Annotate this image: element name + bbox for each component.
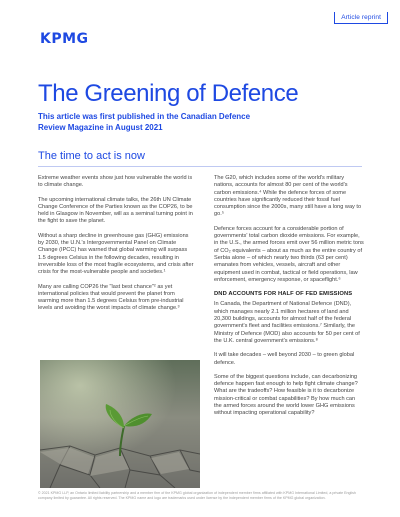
left-paragraph-1: Extreme weather events show just how vulnerable the world is to climate change. bbox=[38, 175, 193, 189]
kpmg-logo: KPMG bbox=[40, 31, 89, 47]
right-column-heading: DND ACCOUNTS FOR HALF OF FED EMISSIONS bbox=[214, 291, 353, 298]
right-paragraph-3: In Canada, the Department of National Defence (DND), which manages nearly 2.1 million hectares of land and 20,300 buildings, accounts for almost half of the federal government's fleet and facilities emissions.⁷ Similarly, the Ministry of Defence (MOD) also accounts for 50 per cent of the U.K. central government's emissions.⁸ bbox=[214, 301, 360, 344]
sprout-in-soil-photo bbox=[40, 360, 200, 488]
left-paragraph-2: The upcoming international climate talks, the 26th UN Climate Change Conference of the Parties known as the COP26, to be held in Glasgow in November, will as a seminal turning point in the fight to save the planet. bbox=[38, 196, 193, 225]
left-paragraph-4: Many are calling COP26 the "last best chance"² as yet international policies that would prevent the planet from warming more than 1.5 degrees Celsius from pre-industrial levels and avoiding the worst impacts of climate change.³ bbox=[38, 283, 184, 312]
legal-footnote: © 2021 KPMG LLP, an Ontario limited liability partnership and a member firm of the KPMG global organization of independent member firms affiliated with KPMG International Limited, a private English company limited by guarantee. All rights reserved. The KPMG name and logo are trademarks used under license by the independent member firms of the KPMG global organization. bbox=[38, 491, 356, 500]
left-column bbox=[38, 175, 194, 320]
right-column bbox=[214, 175, 364, 425]
right-paragraph-2: Defence forces account for a considerable portion of governments' total carbon dioxide emissions. For example, in the U.S., the armed forces emit over 56 million metric tons of CO₂ equivalents – about as much as the entire country of Serbia alone – of which nearly two thirds (63 per cent) emanates from vehicles, vessels, aircraft and other equipment used in combat, tactical or field operations, law enforcement, emergency response, or spaceflight.⁶ bbox=[214, 225, 364, 283]
right-paragraph-4: It will take decades – well beyond 2030 – to green global defence. bbox=[214, 352, 355, 366]
article-title: The Greening of Defence bbox=[38, 80, 299, 107]
section-divider bbox=[38, 166, 362, 167]
right-paragraph-5: Some of the biggest questions include, can decarbonizing defence happen fast enough to help fight climate change? What are the tradeoffs? How feasible is it to decarbonize mission-critical or combat capabilities? By how much can the armed forces around the world lower GHG emissions without impacting operational capability? bbox=[214, 373, 358, 417]
section-heading: The time to act is now bbox=[38, 150, 145, 162]
article-reprint-tag: Article reprint bbox=[334, 12, 388, 24]
right-paragraph-1: The G20, which includes some of the world's military nations, accounts for almost 80 per cent of the world's carbon emissions.⁴ While the defence forces of some countries have significantly reduced their fossil fuel consumption since the 2000s, many still have a long way to go.⁵ bbox=[214, 175, 362, 218]
left-paragraph-3: Without a sharp decline in greenhouse gas (GHG) emissions by 2030, the U.N.'s Intergovernmental Panel on Climate Change (IPCC) has warned that global warming will surpass 1.5 degrees Celsius in the following decades, resulting in irreversible loss of the most fragile ecosystems, and crisis after crisis for the most-vulnerable people and societies.¹ bbox=[38, 232, 194, 276]
article-subtitle: This article was first published in the Canadian Defence Review Magazine in August 2021 bbox=[38, 112, 251, 132]
